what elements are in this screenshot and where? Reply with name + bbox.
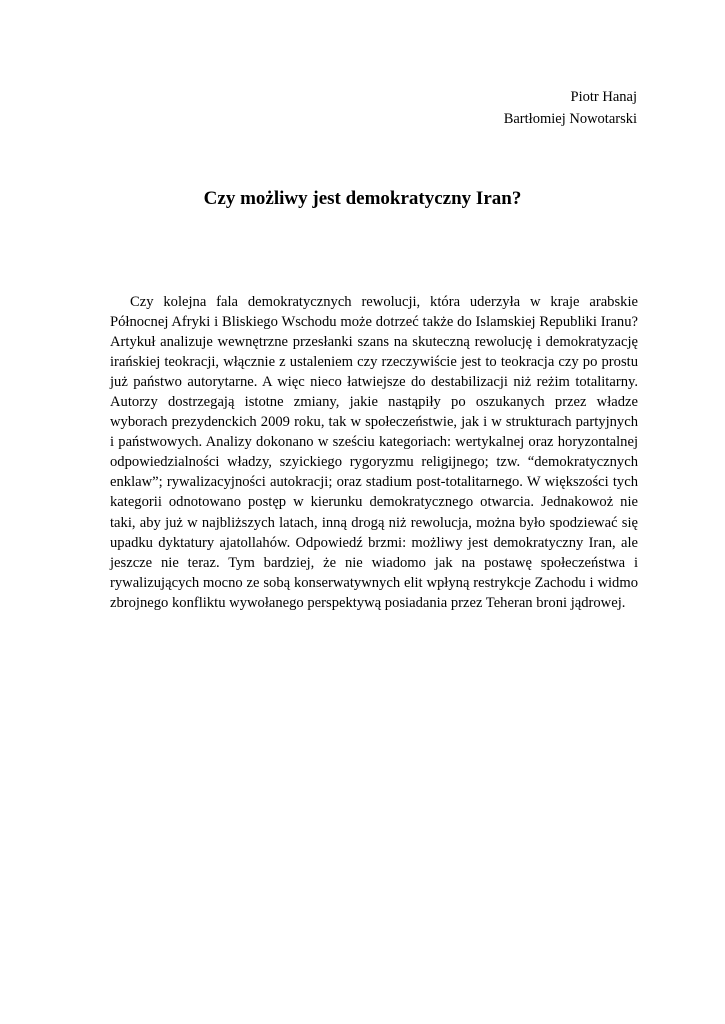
abstract-line: odpowiedzialności władzy, szyickiego rygoryzmu religijnego; tzw. “demokratycznych	[110, 454, 638, 471]
author-name: Bartłomiej Nowotarski	[503, 111, 637, 127]
abstract-line: wyborach prezydenckich 2009 roku, tak w społeczeństwie, jak i w strukturach partyjnych	[110, 414, 638, 431]
abstract-line: Autorzy dostrzegają istotne zmiany, jakie nastąpiły po oszukanych przez władze	[110, 394, 638, 411]
abstract-line: taki, aby już w najbliższych latach, inną drogą niż rewolucja, można było spodziewać się	[110, 514, 638, 531]
abstract-line: kategorii odnotowano postęp w kierunku demokratycznego otwarcia. Jednakowoż nie	[110, 494, 638, 511]
abstract-line: rywalizujących mocno ze sobą konserwatywnych elit wpłyną restrykcje Zachodu i widmo	[110, 574, 638, 591]
abstract-line: Artykuł analizuje wewnętrzne przesłanki szans na skuteczną rewolucję i demokratyzację	[110, 334, 638, 351]
article-title: Czy możliwy jest demokratyczny Iran?	[203, 188, 522, 209]
abstract-line: i państwowych. Analizy dokonano w sześciu kategoriach: wertykalnej oraz horyzontalnej	[110, 434, 638, 451]
author-block	[504, 86, 637, 130]
abstract-line: upadku dyktatury ajatollahów. Odpowiedź brzmi: możliwy jest demokratyczny Iran, ale	[110, 534, 638, 551]
abstract-paragraph	[110, 292, 638, 613]
abstract-line: enklaw”; rywalizacyjności autokracji; oraz stadium post-totalitarnego. W większości tych	[110, 474, 638, 491]
abstract-line: Północnej Afryki i Bliskiego Wschodu może dotrzeć także do Islamskiej Republiki Iranu?	[110, 314, 638, 331]
abstract-line: Czy kolejna fala demokratycznych rewolucji, która uderzyła w kraje arabskie	[130, 294, 638, 310]
abstract-line: zbrojnego konfliktu wywołanego perspektywą posiadania przez Teheran broni jądrowej.	[110, 594, 626, 611]
abstract-line: już państwo autorytarne. A więc nieco łatwiejsze do destabilizacji niż reżim totalitarny.	[110, 374, 638, 391]
abstract-line: irańskiej teokracji, włącznie z ustaleniem czy rzeczywiście jest to teokracja czy po prostu	[110, 354, 638, 371]
abstract-line: jeszcze nie teraz. Tym bardziej, że nie wiadomo jak na postawę społeczeństwa i	[110, 554, 638, 571]
author-name: Piotr Hanaj	[570, 89, 637, 105]
